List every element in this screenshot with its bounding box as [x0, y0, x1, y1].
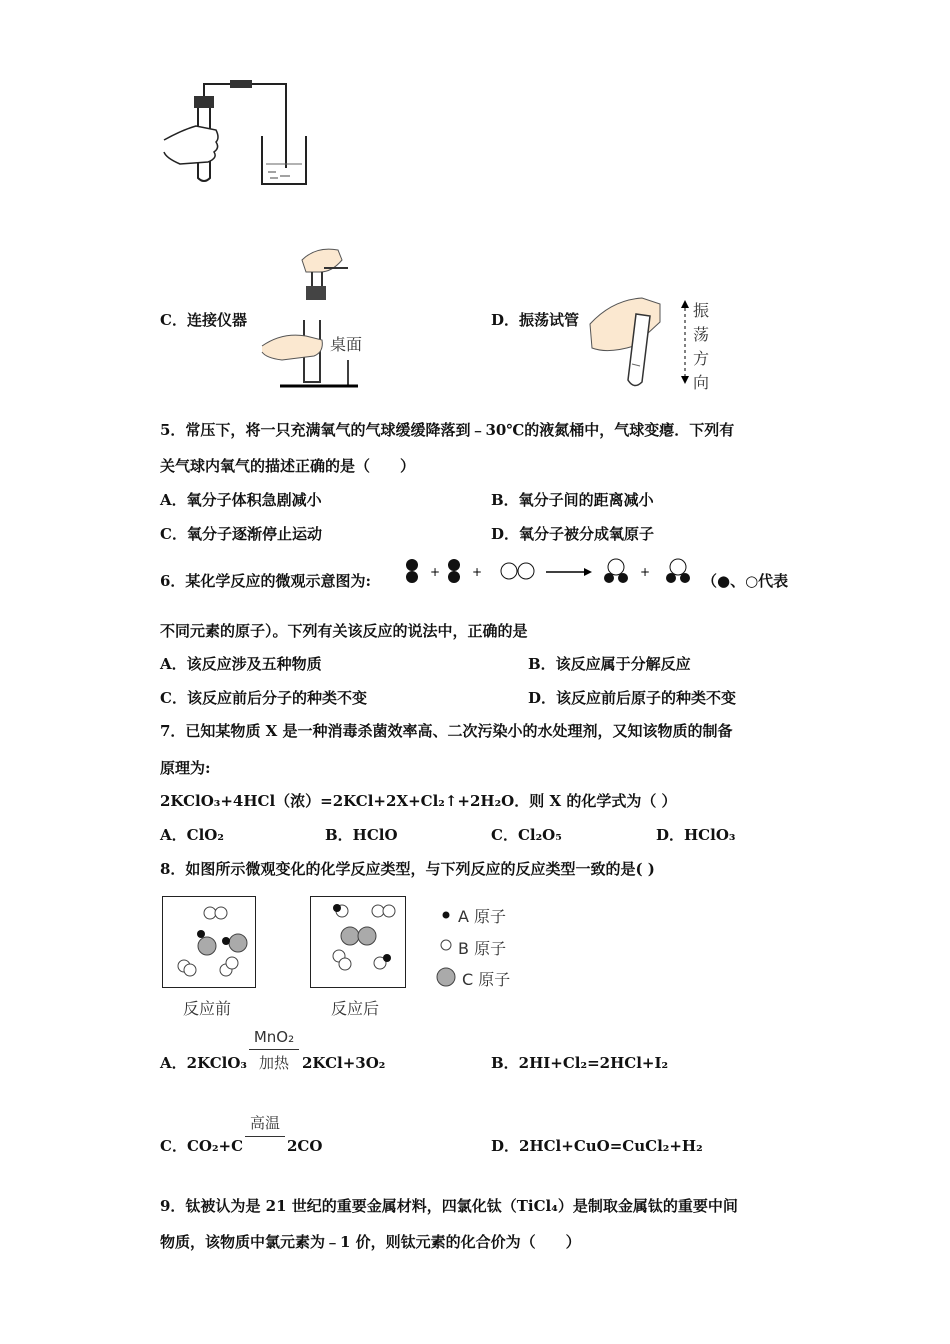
- after-reaction-box: [310, 896, 406, 988]
- shake-label-3: 方: [693, 349, 710, 368]
- q6-option-b: B．该反应属于分解反应: [528, 655, 691, 673]
- q6-option-c: C．该反应前后分子的种类不变: [160, 689, 367, 707]
- q5-stem-line1: 5．常压下，将一只充满氧气的气球缓缓降落到﹣30℃的液氮桶中，气球变瘪．下列有: [160, 421, 735, 439]
- q4-option-c: C．连接仪器: [160, 311, 247, 329]
- q7-stem-line1: 7．已知某物质 X 是一种消毒杀菌效率高、二次污染小的水处理剂，又知该物质的制备: [160, 722, 733, 740]
- svg-text:+: +: [472, 565, 483, 579]
- after-reaction-label: 反应后: [331, 999, 380, 1018]
- q7-equation: 2KClO₃+4HCl（浓）=2KCl+2X+Cl₂↑+2H₂O．则 X 的化学式为（ ）: [160, 792, 677, 810]
- q6-option-d: D．该反应前后原子的种类不变: [528, 689, 737, 707]
- high-temp-label: 高温: [249, 1114, 280, 1132]
- condition-line: [245, 1136, 285, 1137]
- q9-stem-line1: 9．钛被认为是 21 世纪的重要金属材料，四氯化钛（TiCl₄）是制取金属钛的重要中间: [160, 1197, 738, 1215]
- q5-option-d: D．氧分子被分成氧原子: [491, 525, 655, 543]
- q4-option-d: D．振荡试管: [491, 311, 580, 329]
- legend-b-atom: B 原子: [458, 939, 507, 958]
- q7-option-a: A．ClO₂: [160, 826, 224, 844]
- q8-stem: 8．如图所示微观变化的化学反应类型，与下列反应的反应类型一致的是( ): [160, 860, 655, 878]
- q6-option-a: A．该反应涉及五种物质: [160, 655, 322, 673]
- q7-option-b: B．HClO: [325, 826, 398, 844]
- legend-c-atom: C 原子: [462, 970, 511, 989]
- q8-option-d: D．2HCl+CuO=CuCl₂+H₂: [491, 1137, 703, 1155]
- reaction-micro-diagram: [400, 556, 700, 590]
- svg-text:+: +: [430, 565, 441, 579]
- q6-stem-part-a: 6．某化学反应的微观示意图为:: [160, 572, 371, 590]
- shake-direction-arrow-icon: [680, 300, 690, 384]
- q8-option-a-left: A．2KClO₃: [160, 1054, 247, 1072]
- svg-text:+: +: [640, 565, 651, 579]
- heating-label: 加热: [258, 1054, 289, 1072]
- q8-option-a-condition: [249, 1028, 299, 1073]
- q8-option-c-condition: [245, 1112, 285, 1137]
- shake-label-2: 荡: [693, 325, 710, 344]
- atom-c-legend-icon: [436, 967, 456, 987]
- q5-option-c: C．氧分子逐渐停止运动: [160, 525, 322, 543]
- q7-option-c: C．Cl₂O₅: [491, 826, 562, 844]
- catalyst-label: MnO₂: [253, 1028, 295, 1046]
- q7-stem-line2: 原理为:: [160, 759, 211, 777]
- q8-option-b: B．2HI+Cl₂=2HCl+I₂: [491, 1054, 669, 1072]
- atom-a-legend-icon: [440, 909, 452, 921]
- q8-option-a-right: 2KCl+3O₂: [302, 1054, 386, 1072]
- shake-tube-figure: [588, 294, 674, 390]
- q8-option-c-right: 2CO: [287, 1137, 323, 1155]
- connect-apparatus-figure: [262, 242, 362, 394]
- before-reaction-label: 反应前: [183, 999, 232, 1018]
- airtightness-check-figure: [160, 78, 310, 190]
- shake-label-1: 振: [693, 301, 710, 320]
- condition-line: [249, 1049, 299, 1050]
- q5-option-a: A．氧分子体积急剧减小: [160, 491, 322, 509]
- q5-stem-line2: 关气球内氧气的描述正确的是（ ）: [160, 457, 416, 475]
- desk-label: 桌面: [330, 335, 363, 354]
- q5-option-b: B．氧分子间的距离减小: [491, 491, 654, 509]
- q6-stem-line2: 不同元素的原子）。下列有关该反应的说法中，正确的是: [160, 622, 528, 640]
- legend-a-atom: A 原子: [458, 907, 507, 926]
- before-reaction-box: [162, 896, 256, 988]
- atom-b-legend-icon: [440, 939, 452, 951]
- q6-stem-part-b: （●、○代表: [702, 572, 789, 590]
- q8-option-c-left: C．CO₂+C: [160, 1137, 244, 1155]
- shake-label-4: 向: [693, 373, 710, 392]
- q7-option-d: D．HClO₃: [656, 826, 736, 844]
- q9-stem-line2: 物质，该物质中氯元素为﹣1 价，则钛元素的化合价为（ ）: [160, 1233, 581, 1251]
